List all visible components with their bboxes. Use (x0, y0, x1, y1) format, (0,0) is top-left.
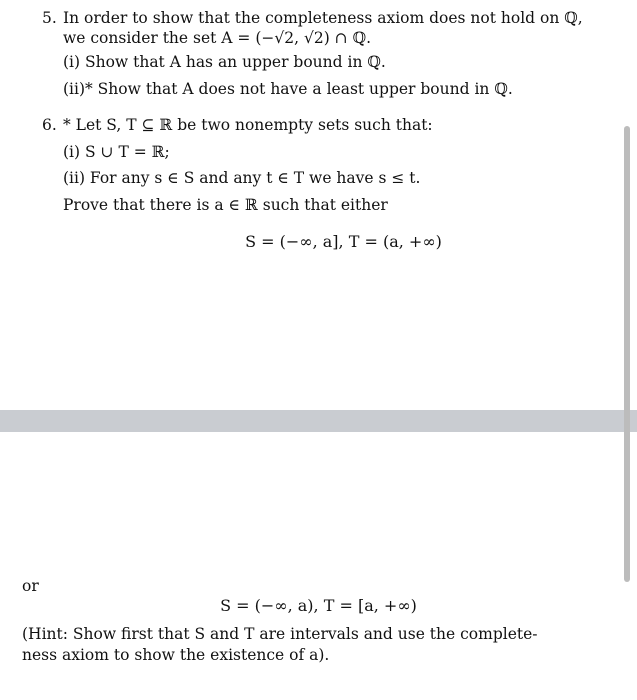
vertical-scrollbar[interactable] (624, 126, 630, 582)
hint-line-2: ness axiom to show the existence of a). (22, 646, 330, 664)
problem-5-number: 5. (42, 9, 57, 27)
or-text: or (22, 577, 39, 595)
hint-line-1: (Hint: Show first that S and T are intervals and use the complete- (22, 625, 538, 643)
problem-6-part-1: (i) S ∪ T = ℝ; (63, 143, 170, 161)
problem-6-number: 6. (42, 116, 57, 134)
page-divider (0, 410, 637, 432)
problem-5-line-2: we consider the set A = (−√2, √2) ∩ ℚ. (63, 29, 372, 47)
problem-6-prove: Prove that there is a ∈ ℝ such that either (63, 196, 388, 214)
problem-6-line-1: * Let S, T ⊆ ℝ be two nonempty sets such that: (63, 116, 433, 134)
problem-5-part-2: (ii)* Show that A does not have a least upper bound in ℚ. (63, 80, 513, 98)
equation-2: S = (−∞, a), T = [a, +∞) (220, 596, 417, 615)
problem-6-part-2: (ii) For any s ∈ S and any t ∈ T we have s ≤ t. (63, 169, 421, 187)
problem-5-line-1: In order to show that the completeness axiom does not hold on ℚ, (63, 9, 583, 27)
equation-1: S = (−∞, a], T = (a, +∞) (245, 232, 442, 251)
problem-5-part-1: (i) Show that A has an upper bound in ℚ. (63, 53, 386, 71)
